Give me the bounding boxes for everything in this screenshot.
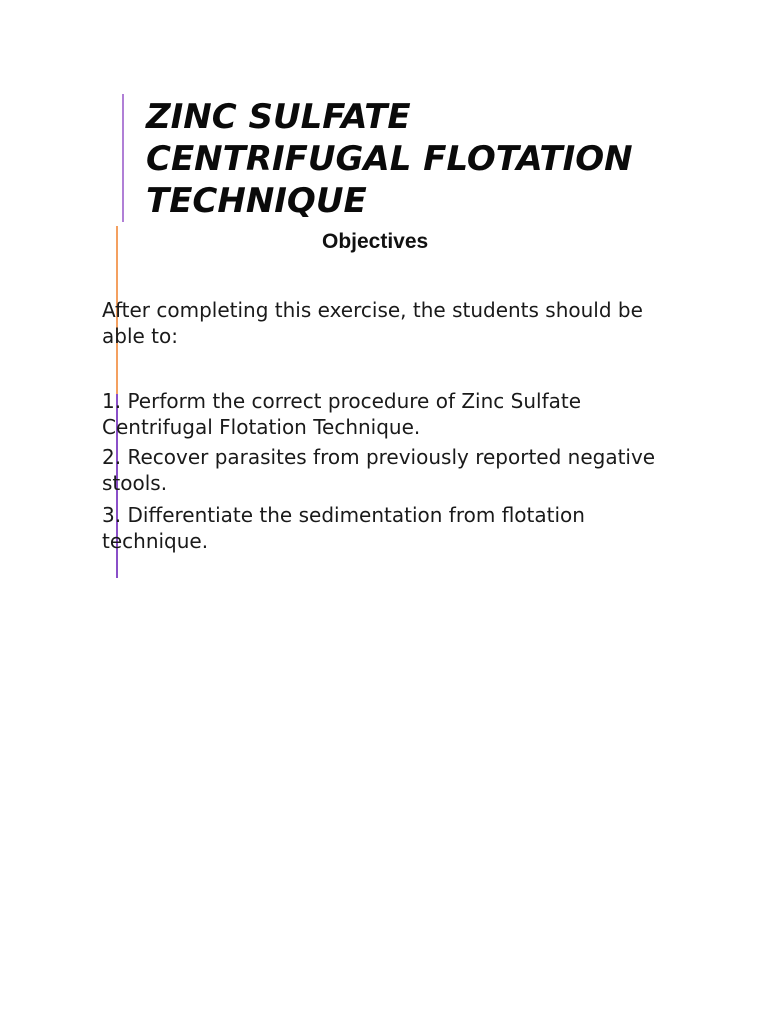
objective-text-1: Perform the correct procedure of Zinc Sulfate Centrifugal Flotation Technique.	[102, 389, 582, 439]
title-line-3: TECHNIQUE	[146, 181, 367, 221]
objective-item-1	[102, 388, 692, 440]
objective-number-2: 2.	[102, 445, 122, 469]
objective-text-3: Differentiate the sedimentation from flotation technique.	[102, 503, 585, 553]
objective-number-3: 3.	[102, 503, 122, 527]
document-title	[146, 96, 706, 222]
objective-text-2: Recover parasites from previously reported negative stools.	[102, 445, 656, 495]
title-line-2: CENTRIFUGAL FLOTATION	[146, 139, 633, 179]
objective-number-1: 1.	[102, 389, 122, 413]
title-line-1: ZINC SULFATE	[146, 97, 411, 137]
objective-item-3	[102, 502, 692, 554]
section-heading: Objectives	[322, 230, 429, 253]
objective-item-2	[102, 444, 692, 496]
accent-line-purple	[122, 94, 124, 222]
intro-paragraph: After completing this exercise, the students should be able to:	[102, 298, 643, 348]
